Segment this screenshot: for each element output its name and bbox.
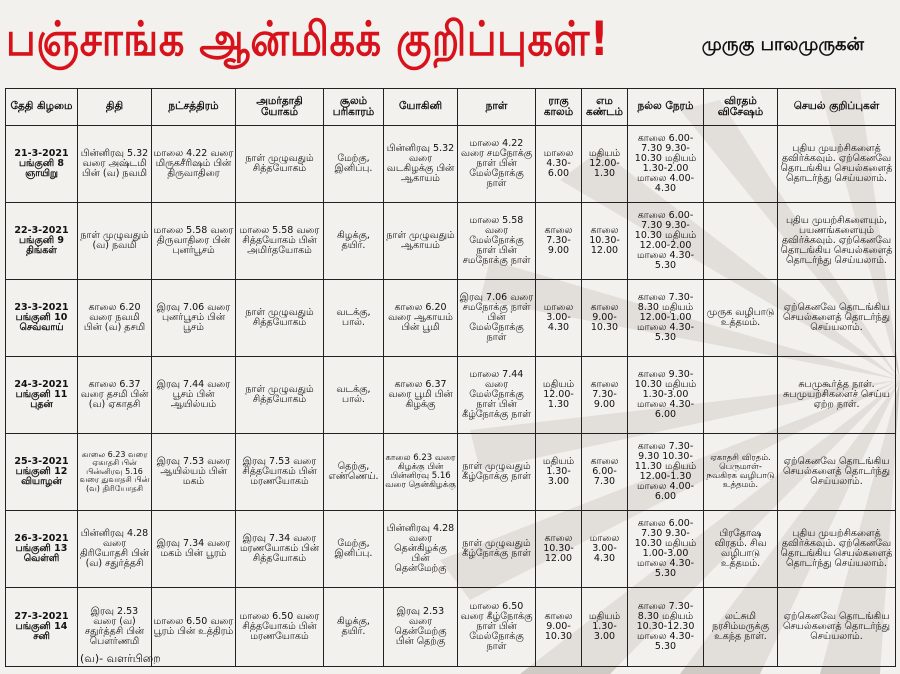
- cell-notes: ஏற்கெனவே தொடங்கிய செயல்களைத் தொடர்ந்து செய்யலாம்.: [778, 588, 896, 667]
- cell-thithi: நாள் முழுவதும் (வ) நவமி: [78, 203, 152, 280]
- cell-viratham: லட்சுமி நரசிம்மருக்கு உகந்த நாள்.: [704, 588, 778, 667]
- cell-viratham: [704, 126, 778, 203]
- table-row: [6, 280, 896, 357]
- cell-yogini: காலை 6.37 வரை பூமி பின் கிழக்கு: [384, 357, 458, 434]
- cell-ema: மதியம் 1.30-3.00: [582, 588, 628, 667]
- cell-rahu: காலை 10.30-12.00: [536, 511, 582, 588]
- table-row: [6, 203, 896, 280]
- cell-notes: ஏற்கெனவே தொடங்கிய செயல்களைத் தொடர்ந்து செய்யலாம்.: [778, 434, 896, 511]
- panchangam-table: [5, 88, 896, 667]
- cell-thithi: இரவு 2.53 வரை (வ) சதுர்த்தசி பின் பௌர்ணமி: [78, 588, 152, 667]
- cell-nakshatra: இரவு 7.53 வரை ஆயில்யம் பின் மகம்: [152, 434, 236, 511]
- cell-date: 27-3-2021 பங்குனி 14 சனி: [6, 588, 78, 667]
- cell-thithi: காலை 6.23 வரை ஏகாதசி பின் பின்னிரவு 5.16 வரை துவாதசி பின் (வ) திரியோதசி: [78, 434, 152, 511]
- cell-soolam: வடக்கு, பால்.: [324, 280, 384, 357]
- cell-nakshatra: மாலை 6.50 வரை பூரம் பின் உத்திரம்: [152, 588, 236, 667]
- table-row: [6, 126, 896, 203]
- col-header-date: தேதி கிழமை: [6, 89, 78, 126]
- header-row: [6, 89, 896, 126]
- cell-yogini: காலை 6.23 வரை கிழக்கு பின் பின்னிரவு 5.16 வரை தென்கிழக்கு: [384, 434, 458, 511]
- cell-date: 26-3-2021 பங்குனி 13 வெள்ளி: [6, 511, 78, 588]
- col-header-rahu: ராகு காலம்: [536, 89, 582, 126]
- cell-thithi: பின்னிரவு 5.32 வரை அஷ்டமி பின் (வ) நவமி: [78, 126, 152, 203]
- cell-yogam: நாள் முழுவதும் சித்தயோகம்: [236, 126, 324, 203]
- cell-naal: இரவு 7.06 வரை சமநோக்கு நாள் பின் மேல்நோக்கு நாள்: [458, 280, 536, 357]
- col-header-yogam: அமர்தாதி யோகம்: [236, 89, 324, 126]
- col-header-naal: நாள்: [458, 89, 536, 126]
- cell-yogam: இரவு 7.53 வரை சித்தயோகம் பின் மரணயோகம்: [236, 434, 324, 511]
- cell-yogam: மாலை 6.50 வரை சித்தயோகம் பின் மரணயோகம்: [236, 588, 324, 667]
- cell-yogini: பின்னிரவு 5.32 வரை வடகிழக்கு பின் ஆகாயம்: [384, 126, 458, 203]
- cell-soolam: கிழக்கு, தயிர்.: [324, 588, 384, 667]
- col-header-viratham: விரதம் விசேஷம்: [704, 89, 778, 126]
- cell-viratham: முருக வழிபாடு உத்தமம்.: [704, 280, 778, 357]
- cell-soolam: கிழக்கு, தயிர்.: [324, 203, 384, 280]
- col-header-notes: செயல் குறிப்புகள்: [778, 89, 896, 126]
- cell-nakshatra: இரவு 7.06 வரை புனர்பூசம் பின் பூசம்: [152, 280, 236, 357]
- cell-nalla-neram: காலை 6.00-7.30 9.30-10.30 மதியம் 1.30-2.00 மாலை 4.00-4.30: [628, 126, 704, 203]
- col-header-ema: எம கண்டம்: [582, 89, 628, 126]
- cell-yogam: நாள் முழுவதும் சித்தயோகம்: [236, 357, 324, 434]
- cell-date: 22-3-2021 பங்குனி 9 திங்கள்: [6, 203, 78, 280]
- cell-date: 23-3-2021 பங்குனி 10 செவ்வாய்: [6, 280, 78, 357]
- cell-nalla-neram: காலை 7.30-8.30 மதியம் 12.00-1.00 மாலை 4.30-5.30: [628, 280, 704, 357]
- cell-viratham: [704, 357, 778, 434]
- cell-ema: மாலை 3.00-4.30: [582, 511, 628, 588]
- cell-thithi: காலை 6.20 வரை நவமி பின் (வ) தசமி: [78, 280, 152, 357]
- cell-date: 25-3-2021 பங்குனி 12 வியாழன்: [6, 434, 78, 511]
- cell-naal: நாள் முழுவதும் கீழ்நோக்கு நாள்: [458, 511, 536, 588]
- cell-naal: மாலை 7.44 வரை மேல்நோக்கு நாள் பின் கீழ்நோக்கு நாள்: [458, 357, 536, 434]
- cell-viratham: ஏகாதசி விரதம். பெருமாள்-நவகிரக வழிபாடு உத்தமம்.: [704, 434, 778, 511]
- table-row: [6, 511, 896, 588]
- cell-ema: மதியம் 12.00-1.30: [582, 126, 628, 203]
- table-row: [6, 434, 896, 511]
- cell-rahu: மதியம் 1.30-3.00: [536, 434, 582, 511]
- cell-yogini: பின்னிரவு 4.28 வரை தென்கிழக்கு பின் தென்மேற்கு: [384, 511, 458, 588]
- cell-notes: புதிய முயற்சிகளையும், பயணங்களையும் தவிர்க்கவும். ஏற்கெனவே தொடங்கிய செயல்களைத் தொடர்ந்து செய்யலாம்.: [778, 203, 896, 280]
- cell-notes: புதிய முயற்சிகளைத் தவிர்க்கவும். ஏற்கெனவே தொடங்கிய செயல்களைத் தொடர்ந்து செய்யலாம்.: [778, 511, 896, 588]
- col-header-nakshatra: நட்சத்திரம்: [152, 89, 236, 126]
- cell-naal: மாலை 5.58 வரை மேல்நோக்கு நாள் பின் சமநோக்கு நாள்: [458, 203, 536, 280]
- cell-yogam: மாலை 5.58 வரை சித்தயோகம் பின் அமிர்தயோகம்: [236, 203, 324, 280]
- cell-soolam: மேற்கு, இனிப்பு.: [324, 511, 384, 588]
- cell-ema: காலை 7.30-9.00: [582, 357, 628, 434]
- cell-ema: காலை 6.00-7.30: [582, 434, 628, 511]
- cell-notes: சுபமுகூர்த்த நாள். சுபமுயற்சிகளைச் செய்ய ஏற்ற நாள்.: [778, 357, 896, 434]
- cell-nakshatra: மாலை 5.58 வரை திருவாதிரை பின் புனர்பூசம்: [152, 203, 236, 280]
- footnote: (வ)- வளர்பிறை: [80, 652, 161, 665]
- col-header-soolam: சூலம் பரிகாரம்: [324, 89, 384, 126]
- cell-nalla-neram: காலை 6.00-7.30 9.30-10.30 மதியம் 1.00-3.00 மாலை 4.30-5.30: [628, 511, 704, 588]
- cell-soolam: மேற்கு, இனிப்பு.: [324, 126, 384, 203]
- cell-nalla-neram: காலை 9.30-10.30 மதியம் 1.30-3.00 மாலை 4.30-6.00: [628, 357, 704, 434]
- cell-yogam: நாள் முழுவதும் சித்தயோகம்: [236, 280, 324, 357]
- page-title: பஞ்சாங்க ஆன்மிகக் குறிப்புகள்!: [6, 12, 609, 67]
- cell-yogini: காலை 6.20 வரை ஆகாயம் பின் பூமி: [384, 280, 458, 357]
- cell-naal: மாலை 6.50 வரை கீழ்நோக்கு நாள் பின் மேல்நோக்கு நாள்: [458, 588, 536, 667]
- cell-nalla-neram: காலை 7.30-8.30 மதியம் 10.30-12.30 மாலை 4.30-5.30: [628, 588, 704, 667]
- cell-rahu: காலை 9.00-10.30: [536, 588, 582, 667]
- cell-viratham: பிரதோஷ விரதம். சிவ வழிபாடு உத்தமம்.: [704, 511, 778, 588]
- cell-thithi: காலை 6.37 வரை தசமி பின் (வ) ஏகாதசி: [78, 357, 152, 434]
- author-name: முருகு பாலமுருகன்: [701, 34, 864, 55]
- cell-notes: ஏற்கெனவே தொடங்கிய செயல்களைத் தொடர்ந்து செய்யலாம்.: [778, 280, 896, 357]
- cell-rahu: மாலை 4.30-6.00: [536, 126, 582, 203]
- cell-yogini: இரவு 2.53 வரை தென்மேற்கு பின் தெற்கு: [384, 588, 458, 667]
- col-header-yogini: யோகினி: [384, 89, 458, 126]
- cell-nakshatra: இரவு 7.44 வரை பூசம் பின் ஆயில்யம்: [152, 357, 236, 434]
- col-header-thithi: திதி: [78, 89, 152, 126]
- cell-ema: காலை 10.30-12.00: [582, 203, 628, 280]
- cell-rahu: காலை 7.30-9.00: [536, 203, 582, 280]
- cell-yogini: நாள் முழுவதும் ஆகாயம்: [384, 203, 458, 280]
- cell-date: 21-3-2021 பங்குனி 8 ஞாயிறு: [6, 126, 78, 203]
- col-header-nalla-neram: நல்ல நேரம்: [628, 89, 704, 126]
- cell-notes: புதிய முயற்சிகளைத் தவிர்க்கவும். ஏற்கெனவே தொடங்கிய செயல்களைத் தொடர்ந்து செய்யலாம்.: [778, 126, 896, 203]
- cell-nalla-neram: காலை 7.30-9.30 10.30-11.30 மதியம் 12.00-1.30 மாலை 4.00-6.00: [628, 434, 704, 511]
- cell-rahu: மாலை 3.00-4.30: [536, 280, 582, 357]
- cell-naal: மாலை 4.22 வரை சமநோக்கு நாள் பின் மேல்நோக்கு நாள்: [458, 126, 536, 203]
- cell-rahu: மதியம் 12.00-1.30: [536, 357, 582, 434]
- cell-nalla-neram: காலை 6.00-7.30 9.30-10.30 மதியம் 12.00-2.00 மாலை 4.30-5.30: [628, 203, 704, 280]
- cell-nakshatra: இரவு 7.34 வரை மகம் பின் பூரம்: [152, 511, 236, 588]
- table-row: [6, 357, 896, 434]
- cell-yogam: இரவு 7.34 வரை மரணயோகம் பின் சித்தயோகம்: [236, 511, 324, 588]
- cell-ema: காலை 9.00-10.30: [582, 280, 628, 357]
- cell-date: 24-3-2021 பங்குனி 11 புதன்: [6, 357, 78, 434]
- cell-thithi: பின்னிரவு 4.28 வரை திரியோதசி பின் (வ) சதுர்த்தசி: [78, 511, 152, 588]
- cell-soolam: தெற்கு, எண்ணெய்.: [324, 434, 384, 511]
- cell-viratham: [704, 203, 778, 280]
- cell-soolam: வடக்கு, பால்.: [324, 357, 384, 434]
- cell-nakshatra: மாலை 4.22 வரை மிருகசீரிஷம் பின் திருவாதிரை: [152, 126, 236, 203]
- cell-naal: நாள் முழுவதும் கீழ்நோக்கு நாள்: [458, 434, 536, 511]
